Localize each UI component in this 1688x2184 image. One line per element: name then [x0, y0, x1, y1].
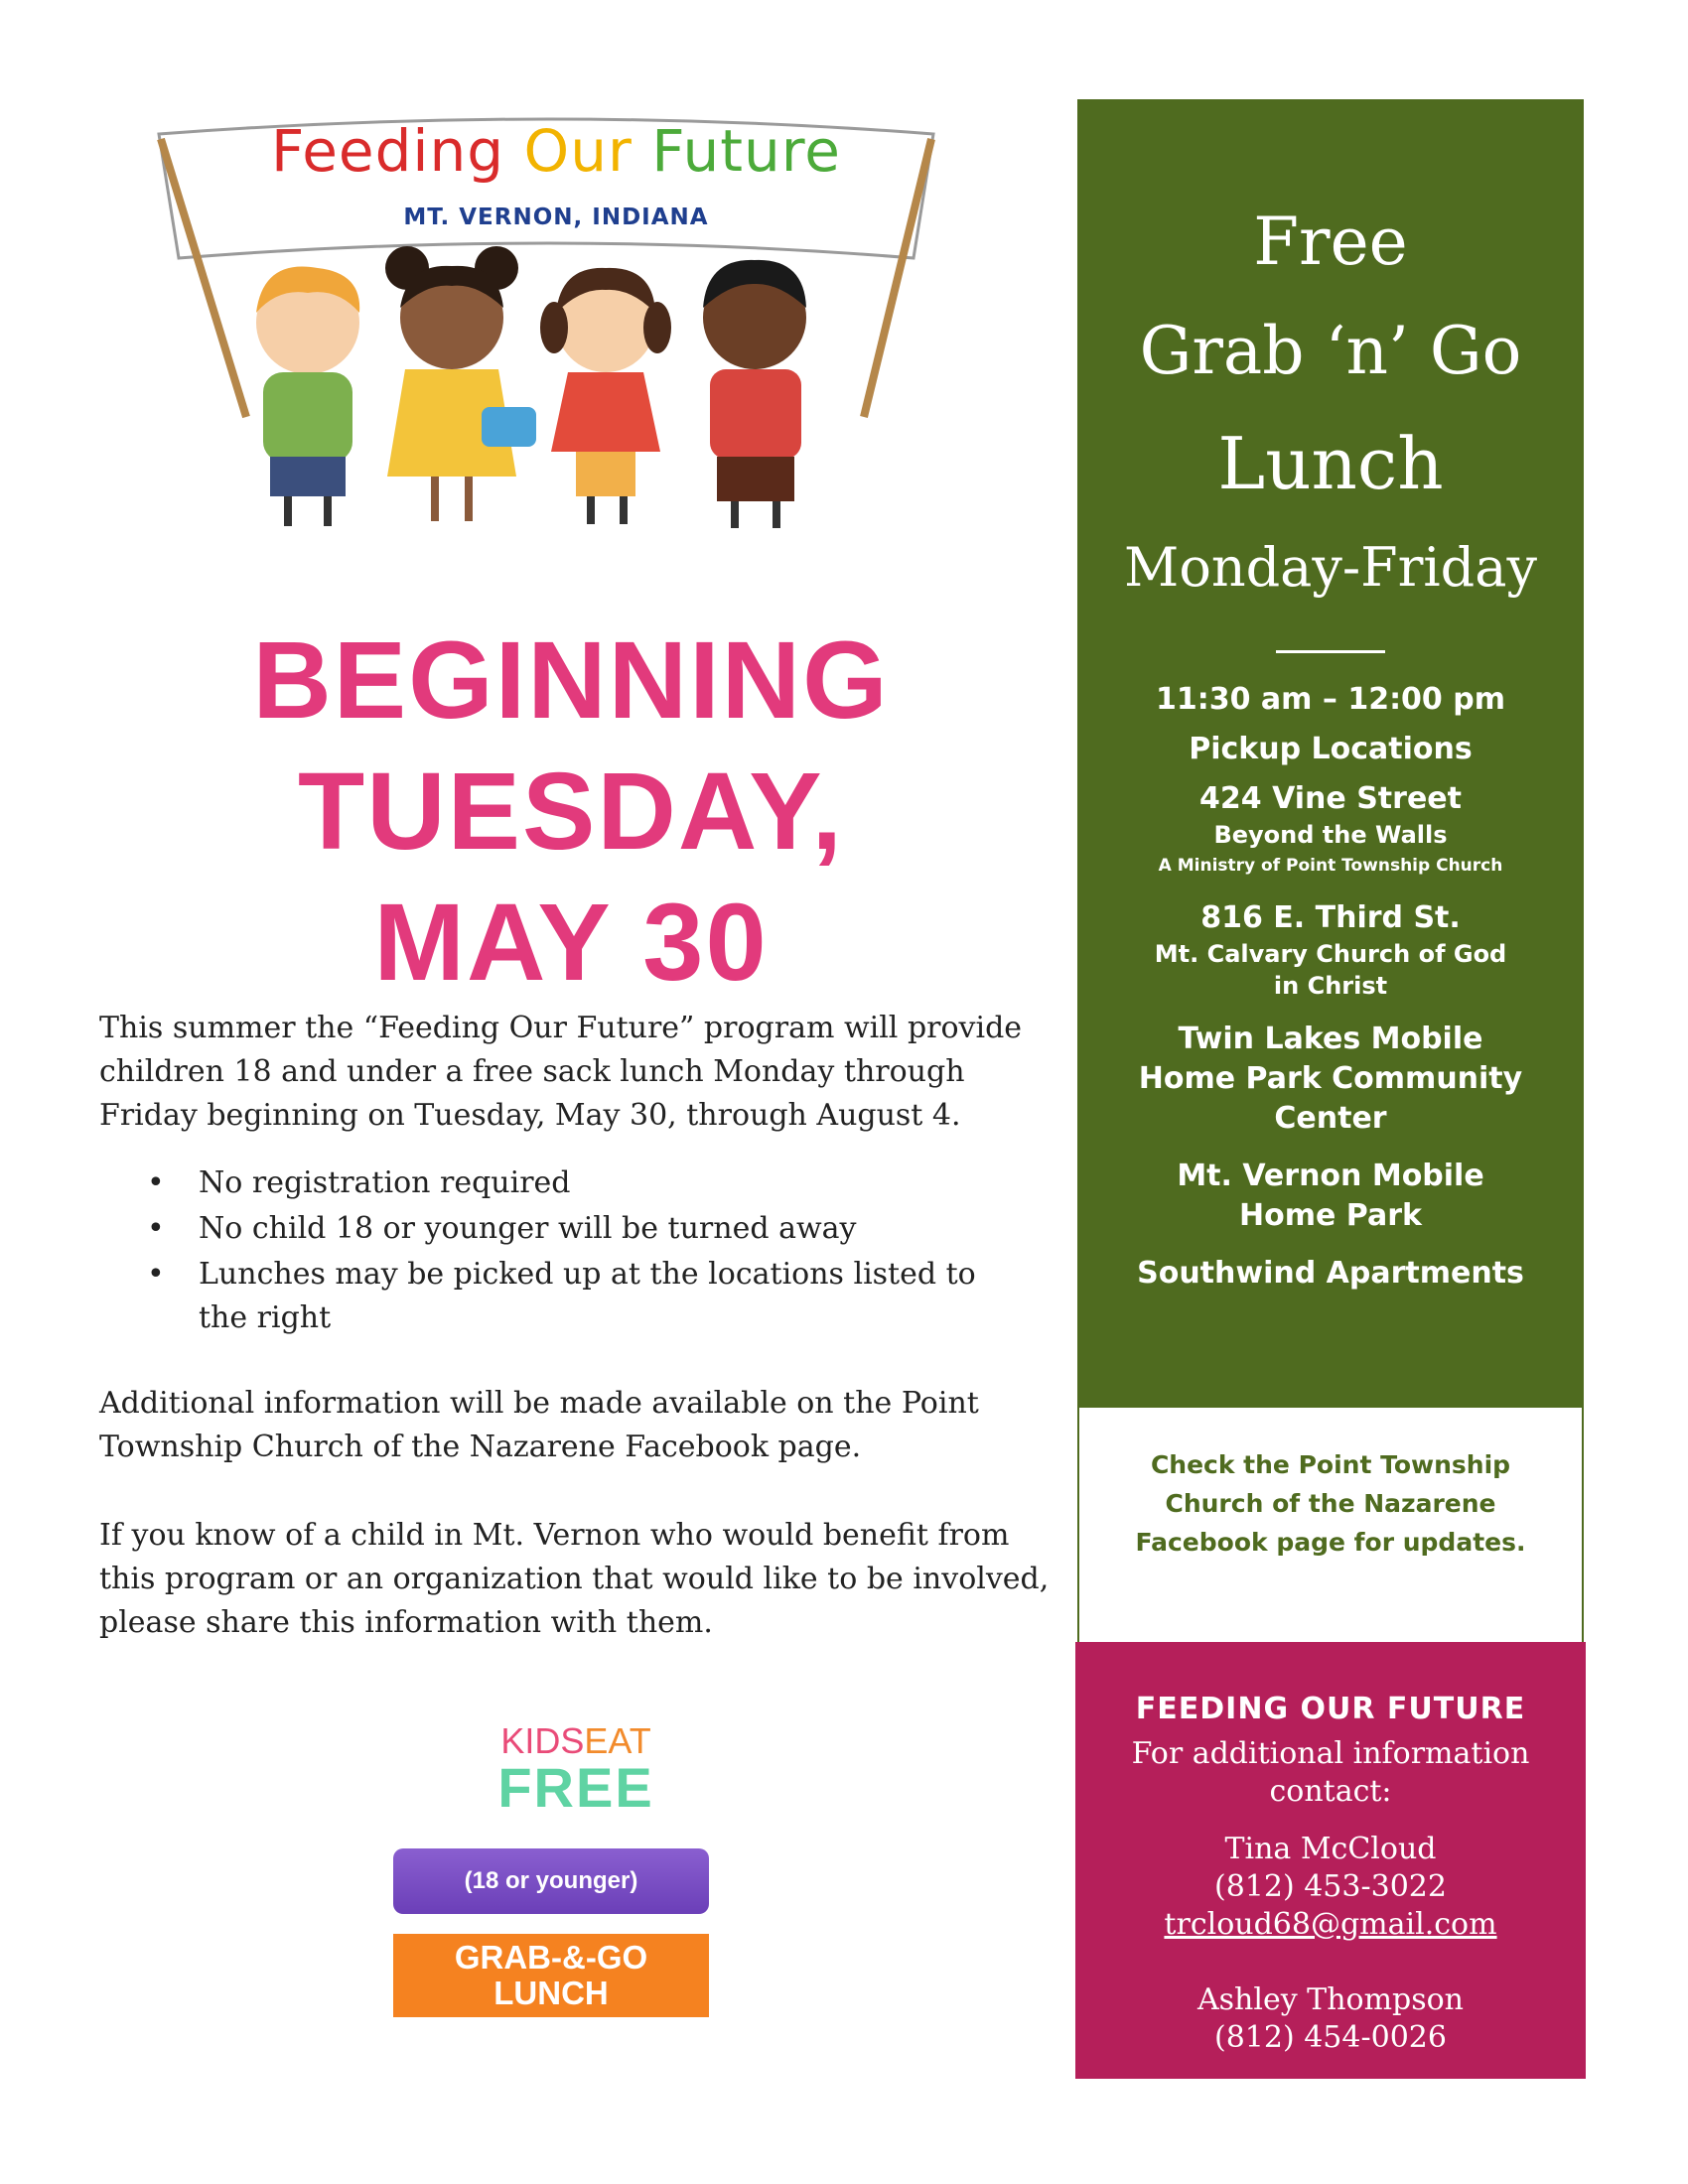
pickup-locations-list	[1077, 680, 1584, 1294]
headline	[119, 615, 1023, 1009]
share-info-paragraph: If you know of a child in Mt. Vernon who would benefit from this program or an organization that would like to be involved, please share this information with them.	[99, 1518, 1050, 1640]
eat-text: EAT	[584, 1720, 651, 1761]
panel-days: Monday-Friday	[1124, 536, 1537, 599]
intro-paragraph: This summer the “Feeding Our Future” program will provide children 18 and under a free sack lunch Monday through Friday beginning on Tuesday, May 30, through August 4.	[99, 1011, 1023, 1133]
kids-eat-free-logo	[467, 1720, 685, 1819]
free-text: FREE	[497, 1756, 654, 1819]
contact-panel	[1075, 1642, 1586, 2079]
updates-notice: Check the Point Township Church of the Nazarene Facebook page for updates.	[1135, 1450, 1526, 1557]
contact-body	[1075, 1735, 1586, 2057]
logo-title	[258, 117, 854, 185]
contact-phone-2: (812) 454-0026	[1214, 2020, 1447, 2055]
logo-subtitle: MT. VERNON, INDIANA	[403, 205, 709, 230]
facebook-info-paragraph: Additional information will be made available on the Point Township Church of the Nazarene Facebook page.	[99, 1386, 979, 1464]
location-4-line-1: Mt. Vernon Mobile	[1177, 1159, 1484, 1193]
contact-phone-1: (812) 453-3022	[1214, 1869, 1447, 1904]
location-3-line-3: Center	[1274, 1101, 1387, 1136]
contact-name-1: Tina McCloud	[1224, 1832, 1437, 1866]
kids-text: KIDS	[500, 1720, 585, 1761]
list-item: • Lunches may be picked up at the locations listed to the right	[139, 1253, 1013, 1340]
location-4-line-2: Home Park	[1239, 1198, 1422, 1233]
pickup-locations-heading: Pickup Locations	[1189, 732, 1473, 766]
panel-lunch-heading: Lunch	[1217, 422, 1444, 505]
age-limit-badge: (18 or younger)	[393, 1848, 709, 1914]
headline-line-2: TUESDAY,	[298, 751, 844, 873]
divider	[1276, 650, 1385, 653]
lunch-info-panel	[1077, 99, 1584, 1408]
bullet-icon: •	[147, 1257, 165, 1292]
location-1-address: 424 Vine Street	[1199, 781, 1462, 816]
location-2-name-2: in Christ	[1273, 972, 1388, 1000]
logo-word-our: Our	[523, 117, 633, 185]
contact-title: FEEDING OUR FUTURE	[1135, 1692, 1526, 1726]
contact-email-link[interactable]: trcloud68@gmail.com	[1164, 1907, 1497, 1942]
list-item: • No child 18 or younger will be turned away	[139, 1207, 1013, 1251]
bullet-icon: •	[147, 1165, 165, 1200]
pickup-time: 11:30 am – 12:00 pm	[1155, 682, 1505, 717]
panel-grab-heading: Grab ‘n’ Go	[1139, 313, 1522, 389]
contact-intro-1: For additional information	[1131, 1736, 1530, 1771]
list-item: • No registration required	[139, 1161, 1013, 1205]
feeding-our-future-logo	[139, 109, 963, 546]
location-2-name-1: Mt. Calvary Church of God	[1154, 940, 1507, 968]
location-1-note: A Ministry of Point Township Church	[1158, 856, 1503, 876]
headline-line-1: BEGINNING	[252, 619, 890, 742]
location-5: Southwind Apartments	[1137, 1256, 1524, 1291]
bullet-list	[139, 1161, 1013, 1342]
headline-line-3: MAY 30	[373, 882, 769, 1004]
logo-word-feeding: Feeding	[271, 117, 505, 185]
location-3-line-1: Twin Lakes Mobile	[1178, 1022, 1483, 1056]
location-3-line-2: Home Park Community	[1138, 1061, 1523, 1096]
grab-and-go-badge: GRAB-&-GO LUNCH	[393, 1934, 709, 2017]
location-1-name: Beyond the Walls	[1213, 821, 1448, 849]
contact-name-2: Ashley Thompson	[1196, 1982, 1465, 2017]
logo-word-future: Future	[651, 117, 841, 185]
panel-free-heading: Free	[1253, 204, 1408, 280]
location-2-address: 816 E. Third St.	[1200, 900, 1461, 935]
bullet-icon: •	[147, 1211, 165, 1246]
contact-intro-2: contact:	[1269, 1774, 1392, 1809]
updates-notice-panel	[1077, 1408, 1584, 1642]
